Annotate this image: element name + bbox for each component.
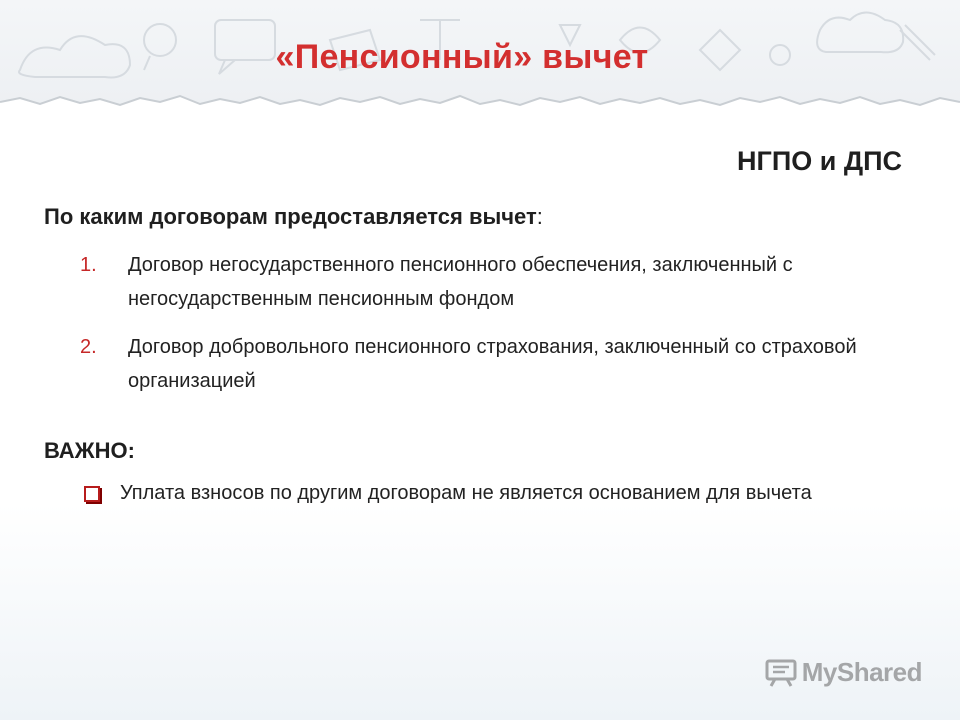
list-marker: 2. bbox=[80, 336, 97, 358]
list-item bbox=[84, 478, 904, 508]
contract-list bbox=[80, 248, 900, 412]
list-item bbox=[80, 248, 900, 316]
presentation-board-icon bbox=[764, 659, 798, 687]
torn-paper-edge bbox=[0, 92, 960, 120]
checkbox-bullet-icon bbox=[84, 486, 100, 502]
question-heading bbox=[44, 204, 543, 230]
slide-title: «Пенсионный» вычет bbox=[275, 38, 649, 76]
slide-header bbox=[0, 0, 960, 120]
watermark-text: MyShared bbox=[801, 657, 922, 687]
important-heading: ВАЖНО: bbox=[44, 438, 135, 463]
myshared-watermark bbox=[764, 657, 922, 688]
list-item bbox=[80, 330, 900, 398]
question-colon: : bbox=[536, 204, 543, 229]
list-item-text: Договор негосударственного пенсионного обеспечения, заключенный с негосударственным пенсионным фондом bbox=[128, 254, 793, 310]
question-text: По каким договорам предоставляется вычет bbox=[44, 204, 537, 229]
slide-subtitle: НГПО и ДПС bbox=[737, 146, 902, 176]
important-item-text: Уплата взносов по другим договорам не является основанием для вычета bbox=[120, 482, 812, 504]
list-item-text: Договор добровольного пенсионного страхования, заключенный со страховой организацией bbox=[128, 336, 857, 392]
list-marker: 1. bbox=[80, 254, 97, 276]
important-list bbox=[84, 478, 904, 508]
